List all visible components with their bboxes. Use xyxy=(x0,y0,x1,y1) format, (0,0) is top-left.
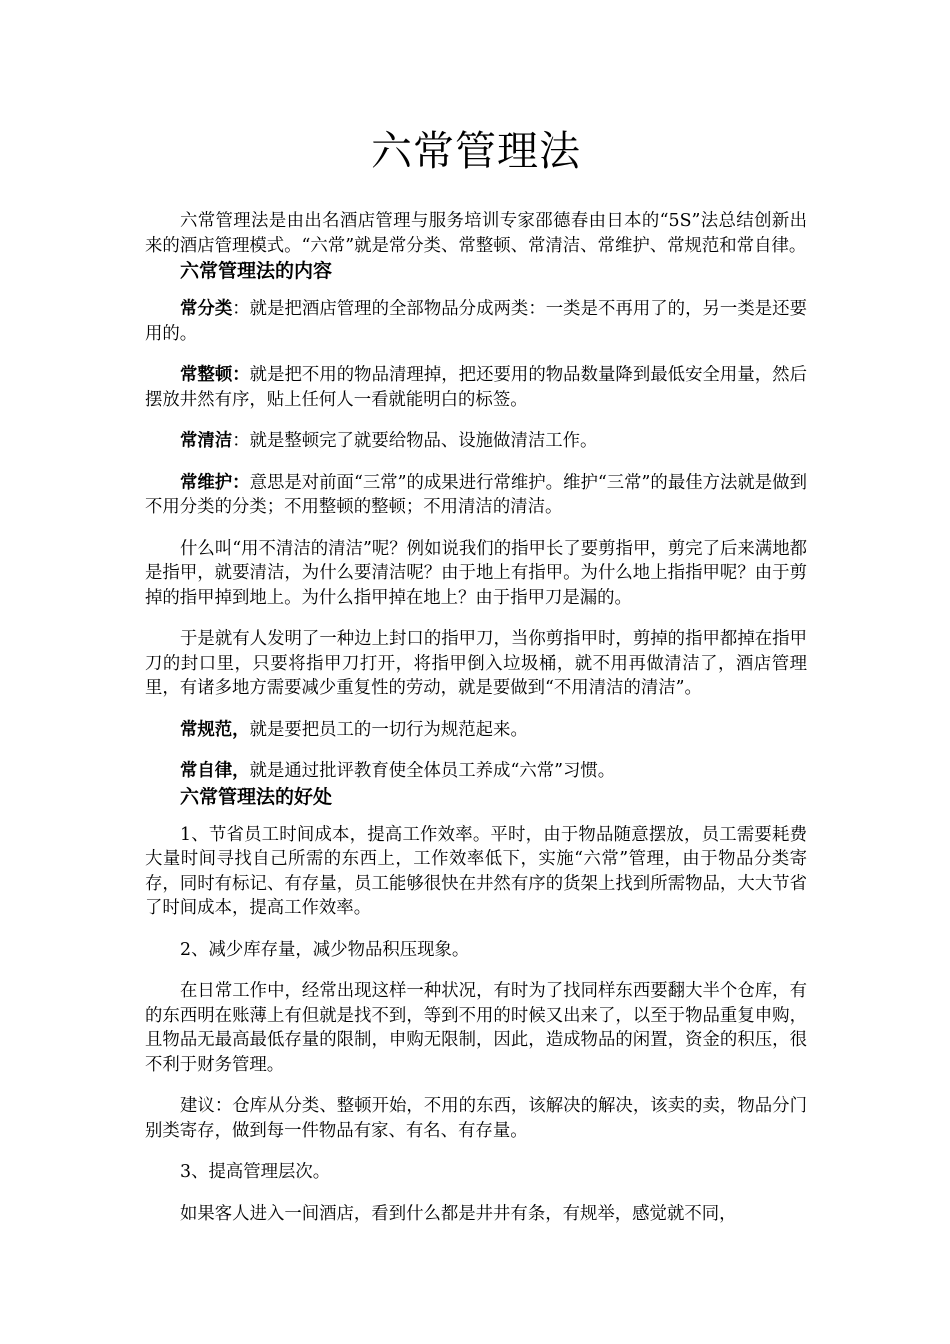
benefit-2-advice: 建议：仓库从分类、整顿开始，不用的东西，该解决的解决，该卖的卖，物品分门别类寄存，做到每一件物品有家、有名、有存量。 xyxy=(145,1096,807,1141)
document-title: 六常管理法 xyxy=(371,127,581,175)
item-term: 常分类 xyxy=(180,299,233,319)
item-text: 就是把不用的物品清理掉，把还要用的物品数量降到最低安全用量，然后摆放井然有序，贴上任何人一看就能明白的标签。 xyxy=(145,365,807,410)
benefit-2: 2、减少库存量，减少物品积压现象。 xyxy=(180,939,470,960)
benefit-3: 3、提高管理层次。 xyxy=(180,1162,331,1182)
item-text: ：就是整顿完了就要给物品、设施做清洁工作。 xyxy=(232,431,598,451)
item-term: 常维护： xyxy=(180,472,250,493)
benefit-1: 1、节省员工时间成本，提高工作效率。平时，由于物品随意摆放，员工需要耗费大量时间寻找自己所需的东西上，工作效率低下，实施“六常”管理，由于物品分类寄存，同时有标记、有存量，员工能够很快在井然有序的货架上找到所需物品，大大节省了时间成本，提高工作效率。 xyxy=(145,824,807,918)
item-term: 常自律， xyxy=(180,761,250,781)
benefit-2-detail: 在日常工作中，经常出现这样一种状况，有时为了找同样东西要翻大半个仓库，有的东西明在账薄上有但就是找不到，等到不用的时候又出来了，以至于物品重复申购，且物品无最高最低存量的限制，申购无限制，因此，造成物品的闲置，资金的积压，很不利于财务管理。 xyxy=(145,981,807,1075)
item-term: 常整顿： xyxy=(180,365,250,385)
item-clean xyxy=(145,429,807,454)
item-standardize xyxy=(145,718,807,743)
item-text: ：就是把酒店管理的全部物品分成两类：一类是不再用了的，另一类是还要用的。 xyxy=(145,299,807,344)
item-organize xyxy=(145,363,807,412)
item-self-discipline xyxy=(145,759,807,784)
item-text: 意思是对前面“三常”的成果进行常维护。维护“三常”的最佳方法就是做到不用分类的分类；不用整顿的整顿；不用清洁的清洁。 xyxy=(145,472,807,517)
item-term: 常规范， xyxy=(180,719,250,740)
item-maintain xyxy=(145,471,807,520)
fingernail-paragraph-2: 于是就有人发明了一种边上封口的指甲刀，当你剪指甲时，剪掉的指甲都掉在指甲刀的封口里，只要将指甲刀打开，将指甲倒入垃圾桶，就不用再做清洁了，酒店管理里，有诸多地方需要减少重复性的劳动，就是要做到“不用清洁的清洁”。 xyxy=(145,629,807,698)
document-page xyxy=(145,0,807,1226)
section-heading-content: 六常管理法的内容 xyxy=(180,260,333,282)
benefit-3-detail: 如果客人进入一间酒店，看到什么都是井井有条，有规举，感觉就不同， xyxy=(180,1203,737,1224)
intro-paragraph: 六常管理法是由出名酒店管理与服务培训专家邵德春由日本的“5S”法总结创新出来的酒店管理模式。“六常”就是常分类、常整顿、常清洁、常维护、常规范和常自律。 xyxy=(145,211,807,256)
item-term: 常清洁 xyxy=(180,431,233,451)
item-classify xyxy=(145,297,807,346)
item-text: 就是要把员工的一切行为规范起来。 xyxy=(249,719,528,740)
fingernail-paragraph-1: 什么叫“用不清洁的清洁”呢？例如说我们的指甲长了要剪指甲，剪完了后来满地都是指甲，就要清洁，为什么要清洁呢？由于地上有指甲。为什么地上指指甲呢？由于剪掉的指甲掉到地上。为什么指甲掉在地上？由于指甲刀是漏的。 xyxy=(145,538,807,608)
section-heading-benefits: 六常管理法的好处 xyxy=(180,785,333,808)
item-text: 就是通过批评教育使全体员工养成“六常”习惯。 xyxy=(249,761,616,781)
